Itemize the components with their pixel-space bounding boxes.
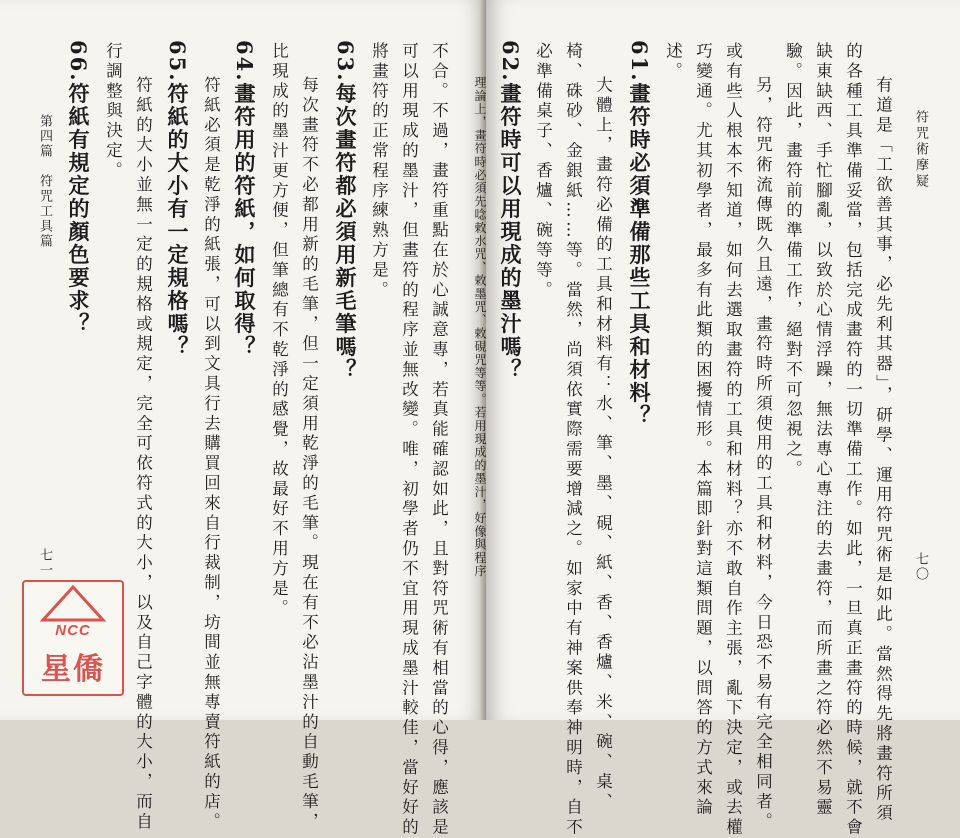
right-page bbox=[473, 0, 960, 838]
text-column: 述。 bbox=[663, 42, 683, 82]
text-column: 的各種工具準備妥當，包括完成畫符的一切準備工作。如此，一旦真正畫符的時候，就不會 bbox=[843, 42, 863, 838]
text-column: 或有些人根本不知道，如何去選取畫符的工具和材料？亦不敢自作主張，亂下決定，或去權 bbox=[723, 42, 743, 838]
text-column: 椅、硃砂、金銀紙……等。當然，尚須依實際需要增減之。如家中有神案供奉神明時，自不 bbox=[563, 42, 583, 838]
footer-chapter-title: 第四篇 符咒工具篇 bbox=[37, 114, 52, 249]
text-column: 可以用現成的墨汁，但畫符的程序並無改變。唯，初學者仍不宜用現成墨汁較佳，當好好的 bbox=[399, 42, 419, 838]
text-column: 缺東缺西、手忙腳亂，以致於心情浮躁，無法專心專注的去畫符，而所畫之符必然不易靈 bbox=[813, 42, 833, 819]
text-column: 有道是「工欲善其事，必先利其器」，研學、運用符咒術是如此。當然得先將畫符所須 bbox=[873, 76, 893, 824]
question-heading: 61.畫符時必須準備那些工具和材料？ bbox=[627, 40, 652, 428]
text-column: 每次畫符不必都用新的毛筆，但一定須用乾淨的毛筆。現在有不必沾墨汁的自動毛筆， bbox=[299, 76, 319, 833]
text-column: 驗。因此，畫符前的準備工作，絕對不可忽視之。 bbox=[783, 42, 803, 480]
question-heading: 62.畫符時可以用現成的墨汁嗎？ bbox=[498, 40, 523, 382]
text-column: 不合。不過，畫符重點在於心誠意專，若真能確認如此，且對符咒術有相當的心得，應該是 bbox=[429, 42, 449, 838]
page-number: 七〇 bbox=[913, 552, 928, 582]
text-column: 大體上，畫符必備的工具和材料有：水、筆、墨、硯、紙、香、香爐、米、碗、桌、 bbox=[593, 76, 613, 813]
text-column-partial: 理論上，畫符時必須先唸敕水咒、敕墨咒、敕硯咒等等。若用現成的墨汁，好像與程序 bbox=[473, 76, 487, 578]
publisher-logo bbox=[22, 580, 124, 696]
logo-latin-text: NCC bbox=[55, 622, 91, 639]
page-number: 七一 bbox=[37, 548, 52, 578]
question-heading: 63.每次畫符都必須用新毛筆嗎？ bbox=[333, 40, 358, 382]
text-column: 必準備桌子、香爐、碗等等。 bbox=[533, 42, 553, 301]
text-column: 符紙的大小並無一定的規格或規定，完全可依符式的大小，以及自己字體的大小，而自 bbox=[133, 76, 153, 833]
text-column: 比現成的墨汁更方便，但筆總有不乾淨的感覺，故最好不用方是。 bbox=[269, 42, 289, 620]
logo-cjk-text: 星僑 bbox=[41, 652, 105, 687]
text-column: 將畫符的正常程序練熟方是。 bbox=[369, 42, 389, 301]
question-heading: 66.符紙有規定的顏色要求？ bbox=[66, 40, 91, 336]
question-heading: 64.畫符用的符紙，如何取得？ bbox=[232, 40, 257, 359]
text-column: 巧變通。尤其初學者，最多有此類的困擾情形。本篇即針對這類問題，以問答的方式來論 bbox=[693, 42, 713, 819]
running-header: 符咒術摩疑 bbox=[913, 110, 928, 190]
question-heading: 65.符紙的大小有一定規格嗎？ bbox=[165, 40, 190, 359]
text-column: 另，符咒術流傳既久且遠，畫符時所須使用的工具和材料，今日恐不易有完全相同者。 bbox=[753, 76, 773, 833]
text-column: 符紙必須是乾淨的紙張，可以到文具行去購買回來自行裁制，坊間並無專賣符紙的店。 bbox=[201, 76, 221, 833]
text-column: 行調整與決定。 bbox=[103, 42, 123, 182]
